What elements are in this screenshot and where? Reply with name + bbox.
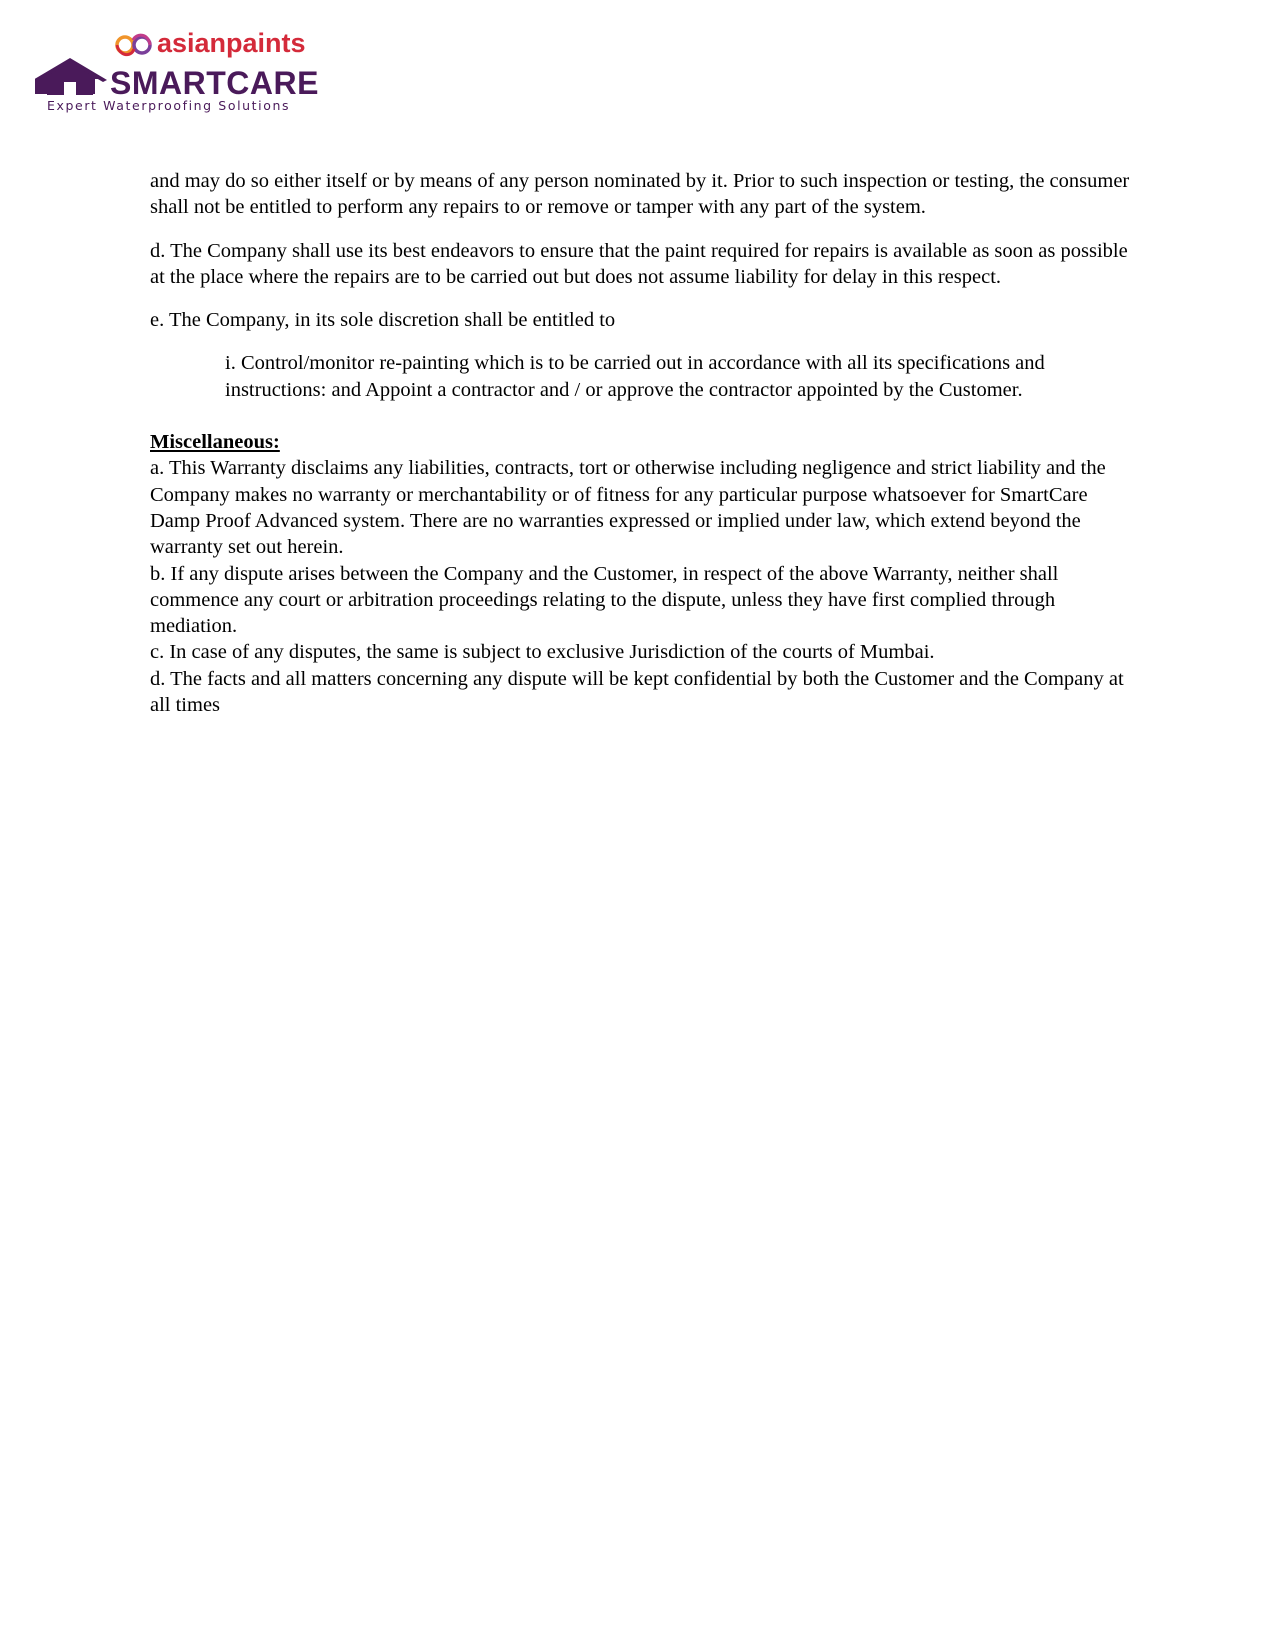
misc-clause-b: b. If any dispute arises between the Company and the Customer, in respect of the above Warranty, neither shall commence any court or arbitration proceedings relating to the dispute, unless they have first complied through mediation. [150, 562, 1059, 638]
house-icon [35, 58, 107, 95]
document-body [150, 168, 1130, 718]
brand-wordmark: asianpaints [157, 28, 306, 58]
company-logo [35, 28, 335, 118]
misc-clause-d: d. The facts and all matters concerning any dispute will be kept confidential by both the Customer and the Company at all times [150, 667, 1124, 717]
misc-clause-a: a. This Warranty disclaims any liabilities, contracts, tort or otherwise including negligence and strict liability and the Company makes no warranty or merchantability or of fitness for any particular purpose whatsoever for SmartCare Damp Proof Advanced system. There are no warranties expressed or implied under law, which extend beyond the warranty set out herein. [150, 457, 1106, 559]
asianpaints-smartcare-logo [35, 28, 335, 118]
logo-tagline: Expert Waterproofing Solutions [47, 98, 291, 113]
clause-d: d. The Company shall use its best endeavors to ensure that the paint required for repairs is available as soon as possible at the place where the repairs are to be carried out but does not assume liability for delay in this respect. [150, 239, 1128, 288]
clause-e-i: i. Control/monitor re-painting which is to be carried out in accordance with all its specifications and instructions: and Appoint a contractor and / or approve the contractor appointed by the Customer. [225, 352, 1045, 401]
asianpaints-swirl-icon [117, 35, 150, 55]
paragraph-intro: and may do so either itself or by means of any person nominated by it. Prior to such inspection or testing, the consumer shall not be entitled to perform any repairs to or remove or tamper with any part of the system. [150, 170, 1130, 219]
misc-clause-c: c. In case of any disputes, the same is subject to exclusive Jurisdiction of the courts of Mumbai. [150, 641, 935, 664]
product-wordmark: SMARTCARE [110, 65, 319, 101]
clause-e: e. The Company, in its sole discretion shall be entitled to [150, 309, 616, 332]
section-heading-miscellaneous: Miscellaneous: [150, 431, 280, 454]
